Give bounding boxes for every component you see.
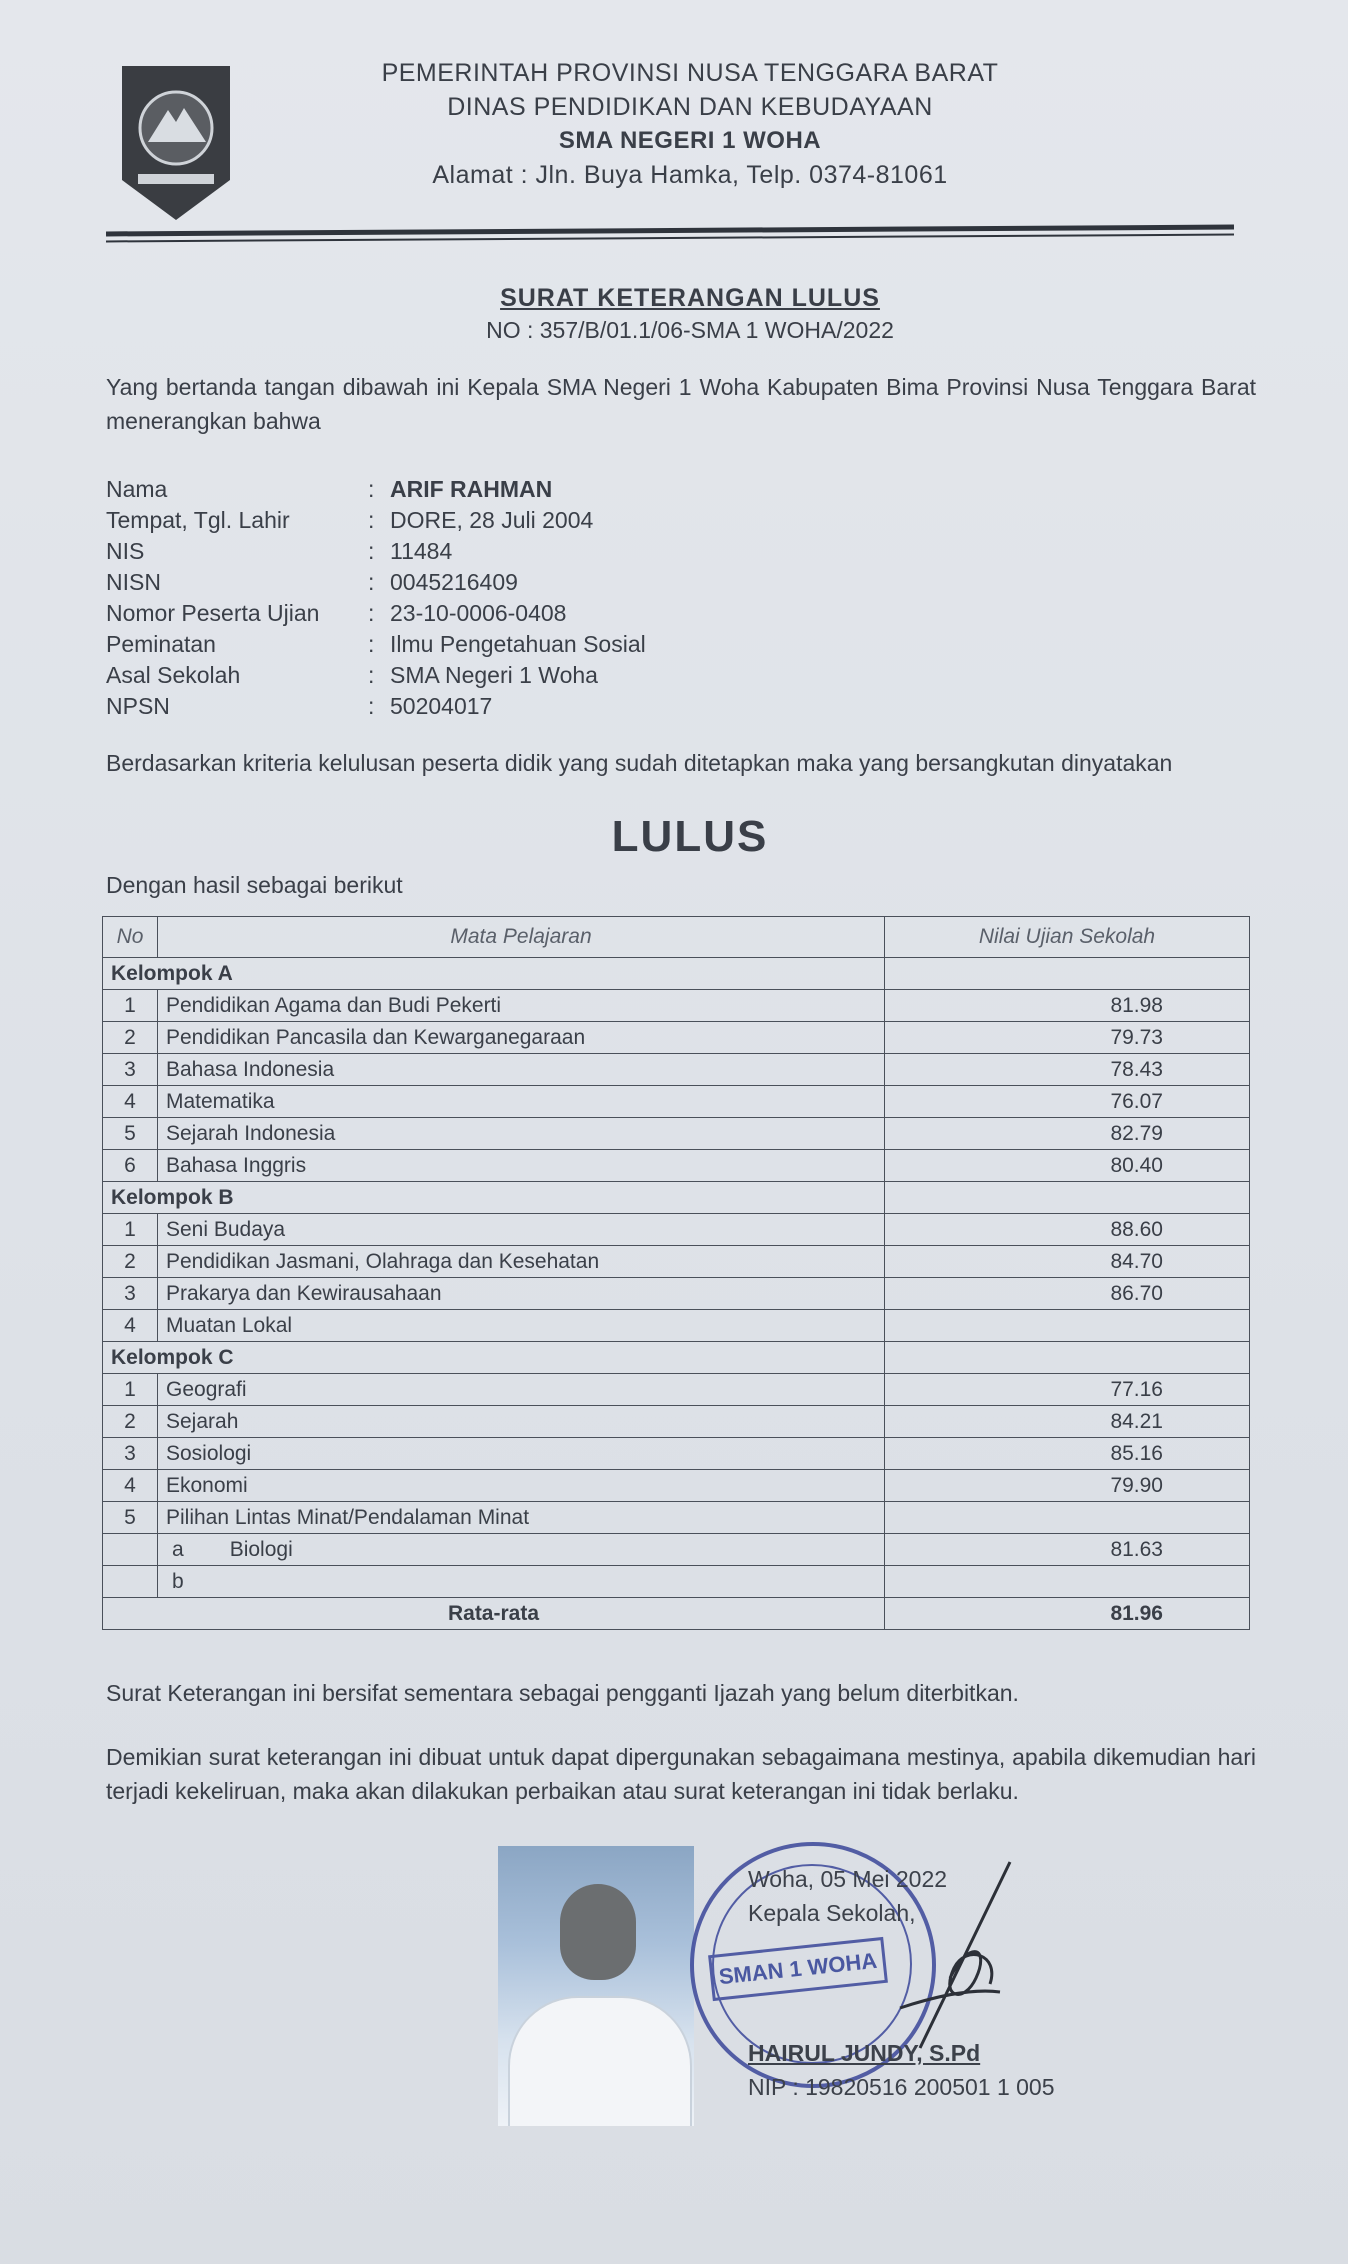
row-score: 82.79	[885, 1118, 1250, 1150]
row-no: 2	[103, 1406, 158, 1438]
result-status: LULUS	[611, 812, 769, 861]
signer-name: HAIRUL JUNDY, S.Pd	[748, 2040, 981, 2066]
province-emblem-icon	[118, 62, 234, 224]
identity-value: DORE, 28 Juli 2004	[390, 507, 594, 533]
identity-value: 0045216409	[390, 569, 518, 595]
table-header-row	[103, 917, 1250, 958]
row-subject: Prakarya dan Kewirausahaan	[158, 1278, 885, 1310]
table-subrow	[103, 1534, 1250, 1566]
identity-value: Ilmu Pengetahuan Sosial	[390, 631, 646, 657]
average-value: 81.96	[885, 1598, 1250, 1630]
row-score: 79.73	[885, 1022, 1250, 1054]
place-date: Woha, 05 Mei 2022	[748, 1866, 948, 1892]
identity-value: ARIF RAHMAN	[390, 476, 553, 502]
table-row	[103, 1054, 1250, 1086]
table-row	[103, 1150, 1250, 1182]
identity-label: NIS	[106, 538, 145, 564]
row-subject: Pilihan Lintas Minat/Pendalaman Minat	[158, 1502, 885, 1534]
row-subject	[158, 1534, 885, 1566]
table-row	[103, 1502, 1250, 1534]
row-subject: Sosiologi	[158, 1438, 885, 1470]
letterhead-line2: DINAS PENDIDIKAN DAN KEBUDAYAAN	[447, 93, 933, 121]
table-row	[103, 1086, 1250, 1118]
row-subject: Matematika	[158, 1086, 885, 1118]
table-row	[103, 1214, 1250, 1246]
signer-role: Kepala Sekolah,	[748, 1900, 916, 1926]
column-header-score: Nilai Ujian Sekolah	[885, 917, 1250, 958]
row-score: 76.07	[885, 1086, 1250, 1118]
stamp-text: SMAN 1 WOHA	[708, 1937, 888, 2001]
identity-label: Tempat, Tgl. Lahir	[106, 507, 290, 533]
row-subject: Pendidikan Jasmani, Olahraga dan Kesehatan	[158, 1246, 885, 1278]
group-label: Kelompok A	[103, 958, 885, 990]
row-subject: Muatan Lokal	[158, 1310, 885, 1342]
row-no: 5	[103, 1502, 158, 1534]
row-no: 5	[103, 1118, 158, 1150]
row-score: 84.70	[885, 1246, 1250, 1278]
row-no: 1	[103, 990, 158, 1022]
table-row	[103, 1310, 1250, 1342]
row-score: 81.98	[885, 990, 1250, 1022]
table-row	[103, 1278, 1250, 1310]
identity-label: NPSN	[106, 693, 170, 719]
row-no: 4	[103, 1310, 158, 1342]
row-no: 4	[103, 1470, 158, 1502]
row-score: 80.40	[885, 1150, 1250, 1182]
row-no: 1	[103, 1214, 158, 1246]
letterhead-school: SMA NEGERI 1 WOHA	[558, 127, 822, 154]
row-score: 85.16	[885, 1438, 1250, 1470]
row-score: 84.21	[885, 1406, 1250, 1438]
row-subject: Sejarah Indonesia	[158, 1118, 885, 1150]
letter-title	[300, 284, 1080, 344]
row-subject: Ekonomi	[158, 1470, 885, 1502]
row-subject: Seni Budaya	[158, 1214, 885, 1246]
letter-heading: SURAT KETERANGAN LULUS	[500, 284, 880, 312]
row-score: 81.63	[885, 1534, 1250, 1566]
sub-subject: Biologi	[229, 1537, 293, 1561]
identity-value: 11484	[390, 538, 453, 564]
row-score	[885, 1502, 1250, 1534]
group-row	[103, 1342, 1250, 1374]
sub-letter: a	[172, 1537, 184, 1561]
identity-label: Asal Sekolah	[106, 662, 241, 688]
average-label: Rata-rata	[103, 1598, 885, 1630]
row-score: 79.90	[885, 1470, 1250, 1502]
row-no: 6	[103, 1150, 158, 1182]
table-subrow	[103, 1566, 1250, 1598]
row-subject	[158, 1566, 885, 1598]
table-row	[103, 1118, 1250, 1150]
letterhead-address: Alamat : Jln. Buya Hamka, Telp. 0374-81061	[432, 161, 948, 189]
group-row	[103, 958, 1250, 990]
identity-label: Nomor Peserta Ujian	[106, 600, 320, 626]
row-subject: Bahasa Inggris	[158, 1150, 885, 1182]
average-row	[103, 1598, 1250, 1630]
table-row	[103, 1438, 1250, 1470]
row-no: 3	[103, 1438, 158, 1470]
identity-value: SMA Negeri 1 Woha	[390, 662, 598, 688]
row-subject: Pendidikan Agama dan Budi Pekerti	[158, 990, 885, 1022]
identity-label: Peminatan	[106, 631, 216, 657]
row-score	[885, 1566, 1250, 1598]
closing-paragraph: Demikian surat keterangan ini dibuat untuk dapat dipergunakan sebagaimana mestinya, apabila dikemudian hari terjadi kekeliruan, maka akan dilakukan perbaikan atau surat keterangan ini tidak berlaku.	[106, 1744, 1256, 1804]
table-row	[103, 1246, 1250, 1278]
letterhead-line1: PEMERINTAH PROVINSI NUSA TENGGARA BARAT	[381, 59, 999, 87]
row-score: 78.43	[885, 1054, 1250, 1086]
group-row	[103, 1182, 1250, 1214]
table-row	[103, 1470, 1250, 1502]
row-score: 86.70	[885, 1278, 1250, 1310]
table-row	[103, 1374, 1250, 1406]
row-no: 4	[103, 1086, 158, 1118]
identity-label: Nama	[106, 476, 168, 502]
letter-number: NO : 357/B/01.1/06-SMA 1 WOHA/2022	[486, 317, 894, 343]
row-score: 77.16	[885, 1374, 1250, 1406]
identity-label: NISN	[106, 569, 161, 595]
document-page: PEMERINTAH PROVINSI NUSA TENGGARA BARAT DINAS PENDIDIKAN DAN KEBUDAYAAN SMA NEGERI 1 WOHA Alamat : Jln. Buya Hamka, Telp. 0374-81061 SURAT KETERANGAN LULUS NO : 357/B/01.1/06-SMA 1 WOHA/2022 Yang bertanda tangan dibawah ini Kepala SMA Negeri 1 Woha Kabupaten Bima Provinsi Nusa Tenggara Barat menerangkan bahwa Nama : ARIF RAHMAN Tempat, Tgl. Lahir : DORE, 28 Juli 2004 NIS : 11484 NISN : 0045216409 Nomor Peserta Ujian : 23-10-0006-0408 Peminatan : Ilmu Pengetahuan Sosial Asal Sekolah : SMA Negeri 1 Woha NPSN : 50204017 Berdasarkan kriteria kelulusan peserta didik yang sudah ditetapkan maka yang bersangkutan dinyatakan LULUS Dengan hasil sebagai berikut No Mata Pelajaran Nilai Ujian Sekolah Kelompok A 1 Pendidikan Agama dan Budi Pekerti 81.98 2 Pendidikan Pancasila dan Kewarganegaraan 79.73 3 Bahasa Indonesia 78.43 4 Matematika 76.07 5 Sejarah Indonesia 82.79 6 Bahasa Inggris 80.40 Kelompok B 1 Seni Budaya 88.60 2 Pendidikan Jasmani, Olahraga dan Kesehatan 84.70 3 Prakarya dan Kewirausahaan 86.70 4 Muatan Lokal Kelompok C 1 Geografi 77.16 2 Sejarah 84.21 3 Sosiologi 85.16 4 Ekonomi 79.90 5 Pilihan Lintas Minat/Pendalaman Minat a Biologi 81.63 b Rata-rata 81.96 Surat Keterangan ini bersifat sementara sebagai pengganti Ijazah yang belum diterbitkan. Demikian surat keterangan ini dibuat untuk dapat dipergunakan sebagaimana mestinya, apabila dikemudian hari terjadi kekeliruan, maka akan dilakukan perbaikan atau surat keterangan ini tidak berlaku. SMAN 1 WOHA Woha, 05 Mei 2022 Kepala Sekolah, HAIRUL JUNDY, S.Pd NIP : 19820516 200501 1 005	[0, 0, 1348, 2264]
letterhead	[300, 56, 1080, 192]
note-paragraph: Surat Keterangan ini bersifat sementara sebagai pengganti Ijazah yang belum diterbitkan.	[106, 1680, 1019, 1706]
row-no: 2	[103, 1246, 158, 1278]
group-label: Kelompok C	[103, 1342, 885, 1374]
row-subject: Bahasa Indonesia	[158, 1054, 885, 1086]
row-no: 3	[103, 1054, 158, 1086]
row-no: 2	[103, 1022, 158, 1054]
results-intro: Dengan hasil sebagai berikut	[106, 872, 403, 898]
row-no: 3	[103, 1278, 158, 1310]
row-score: 88.60	[885, 1214, 1250, 1246]
row-score	[885, 1310, 1250, 1342]
column-header-subject: Mata Pelajaran	[158, 917, 885, 958]
group-label: Kelompok B	[103, 1182, 885, 1214]
intro-paragraph: Yang bertanda tangan dibawah ini Kepala SMA Negeri 1 Woha Kabupaten Bima Provinsi Nusa Tenggara Barat menerangkan bahwa	[106, 374, 1256, 434]
table-row	[103, 1406, 1250, 1438]
table-row	[103, 990, 1250, 1022]
sub-letter: b	[172, 1569, 184, 1593]
identity-value: 23-10-0006-0408	[390, 600, 567, 626]
grades-table	[102, 916, 1250, 1630]
signature-scribble-icon	[880, 1858, 1020, 2058]
identity-value: 50204017	[390, 693, 493, 719]
table-row	[103, 1022, 1250, 1054]
column-header-no: No	[103, 917, 158, 958]
signer-nip: NIP : 19820516 200501 1 005	[748, 2074, 1055, 2100]
criteria-paragraph: Berdasarkan kriteria kelulusan peserta didik yang sudah ditetapkan maka yang bersangkutan dinyatakan	[106, 750, 1173, 776]
row-subject: Sejarah	[158, 1406, 885, 1438]
row-no: 1	[103, 1374, 158, 1406]
row-subject: Geografi	[158, 1374, 885, 1406]
row-subject: Pendidikan Pancasila dan Kewarganegaraan	[158, 1022, 885, 1054]
student-photo	[498, 1846, 694, 2126]
